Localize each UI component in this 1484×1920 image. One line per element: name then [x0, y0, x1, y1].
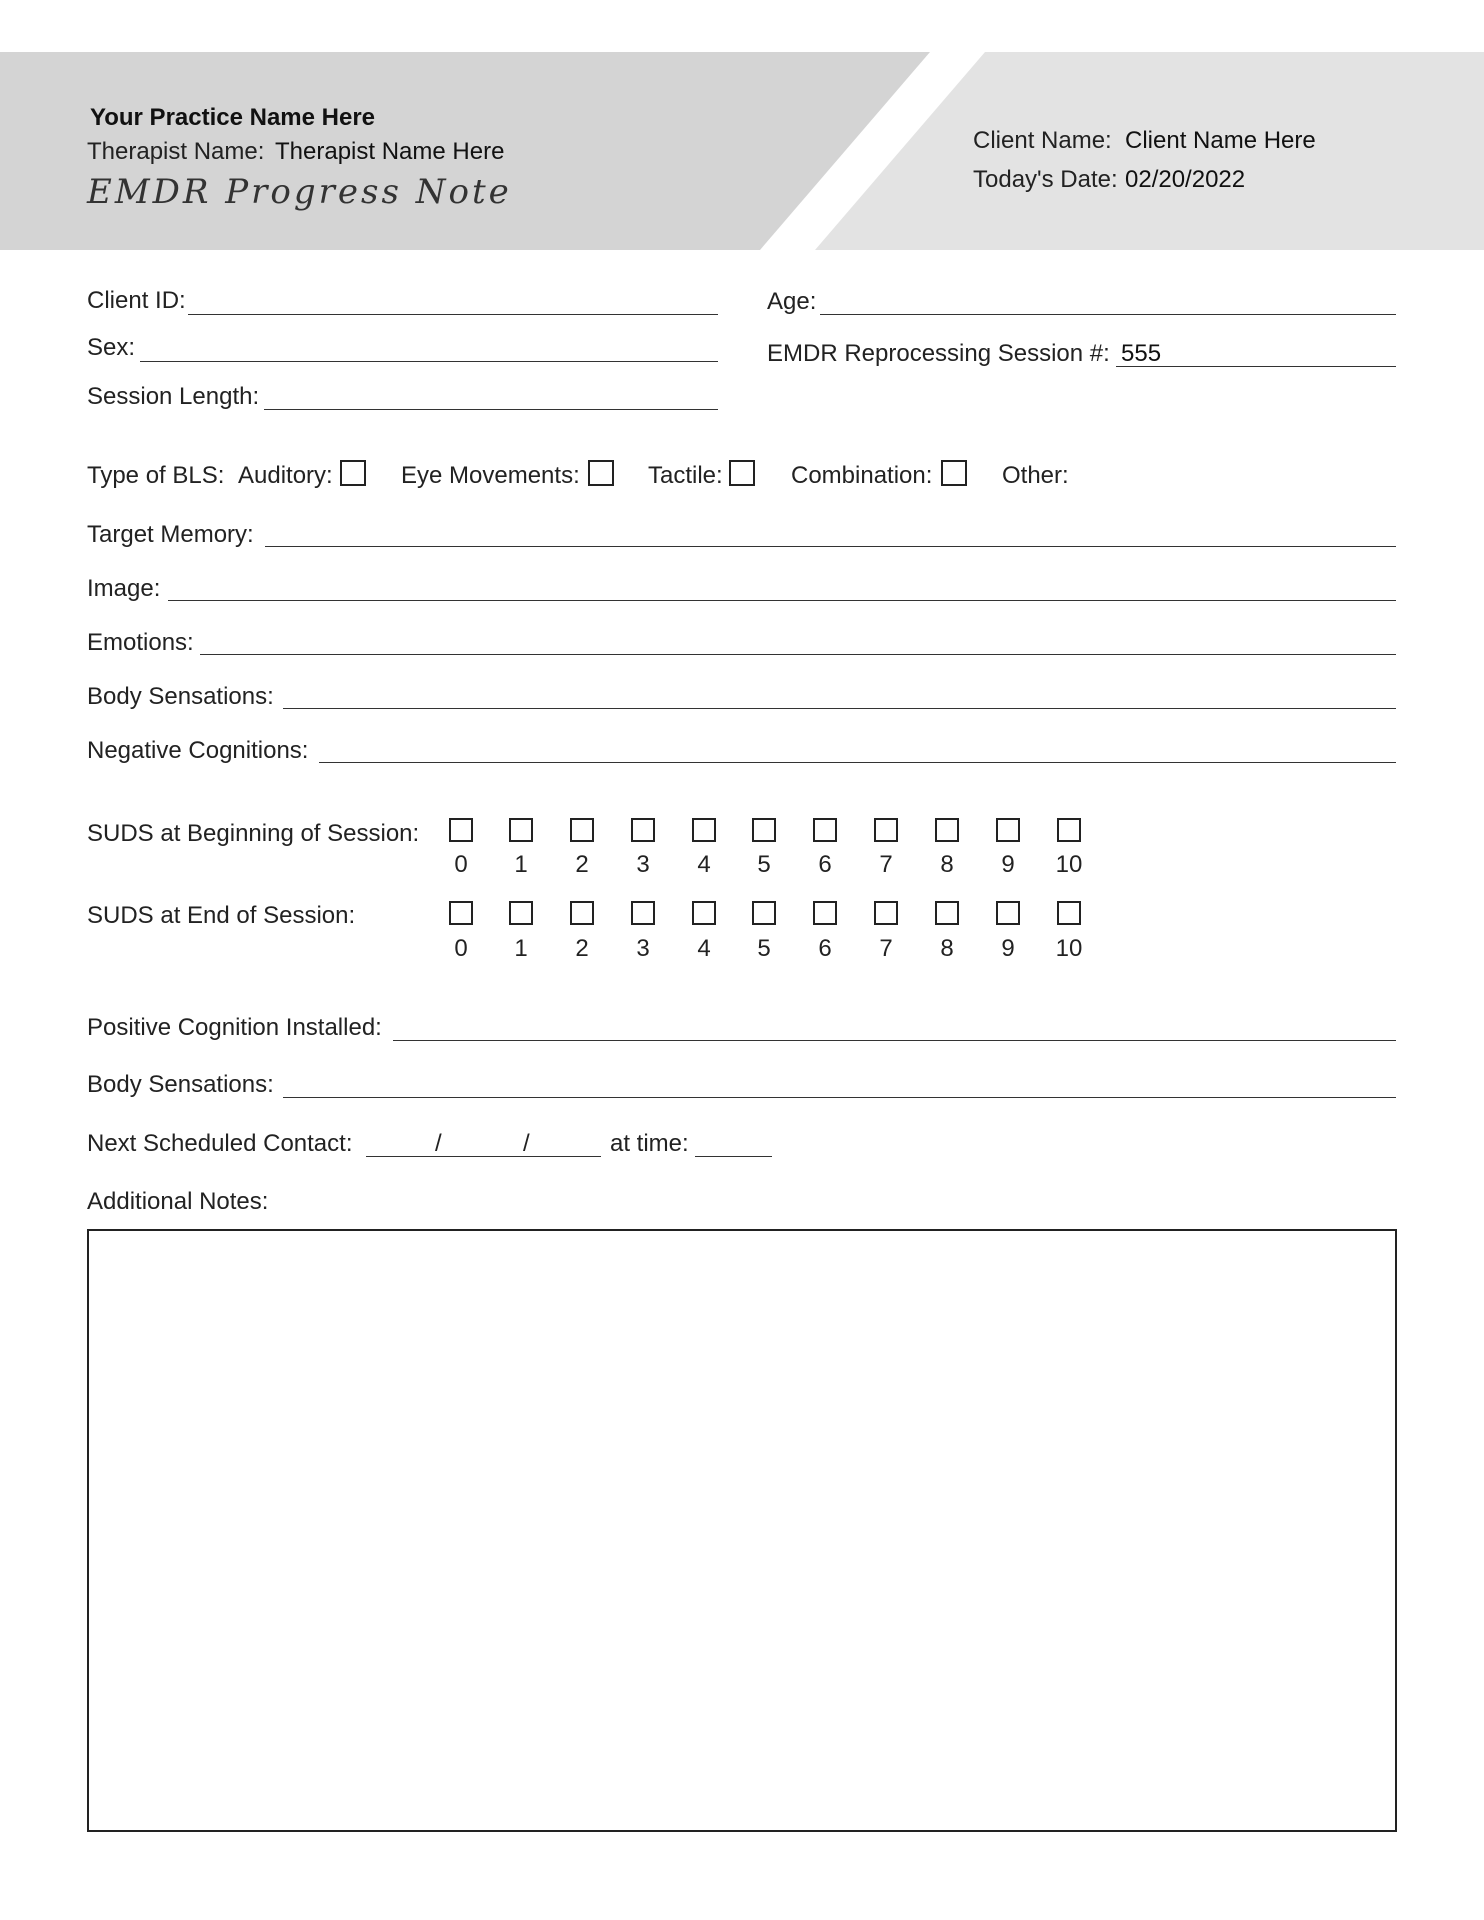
next-contact-time-field[interactable] [695, 1156, 772, 1157]
closing-body-sensations-label: Body Sensations: [87, 1071, 274, 1098]
suds-end-checkbox-6[interactable] [813, 901, 837, 925]
next-contact-slash-2: / [523, 1130, 530, 1157]
bls-tactile-label: Tactile: [648, 462, 723, 489]
suds-begin-num-1: 1 [514, 851, 528, 878]
date-value: 02/20/2022 [1125, 166, 1246, 193]
additional-notes-label: Additional Notes: [87, 1188, 269, 1215]
bls-other-label: Other: [1002, 462, 1069, 489]
emotions-label: Emotions: [87, 629, 194, 656]
client-name-value: Client Name Here [1125, 127, 1316, 154]
suds-end-label: SUDS at End of Session: [87, 902, 356, 929]
suds-begin-num-0: 0 [454, 851, 468, 878]
suds-end-num-1: 1 [514, 935, 528, 962]
suds-end-checkbox-3[interactable] [631, 901, 655, 925]
suds-end-num-0: 0 [454, 935, 468, 962]
negative-cognitions-label: Negative Cognitions: [87, 737, 309, 764]
bls-eye-movements-label: Eye Movements: [401, 462, 580, 489]
suds-end-num-9: 9 [1001, 935, 1015, 962]
session-length-field[interactable] [264, 409, 718, 410]
age-field[interactable] [820, 314, 1396, 315]
age-label: Age: [767, 288, 817, 315]
body-sensations-label: Body Sensations: [87, 683, 274, 710]
suds-end-checkbox-8[interactable] [935, 901, 959, 925]
suds-begin-checkbox-0[interactable] [449, 818, 473, 842]
suds-end-checkbox-1[interactable] [509, 901, 533, 925]
emotions-field[interactable] [200, 654, 1396, 655]
suds-begin-checkbox-4[interactable] [692, 818, 716, 842]
bls-auditory-label: Auditory: [238, 462, 333, 489]
image-label: Image: [87, 575, 161, 602]
suds-begin-num-6: 6 [818, 851, 832, 878]
suds-begin-checkbox-5[interactable] [752, 818, 776, 842]
bls-combination-checkbox[interactable] [941, 460, 967, 486]
practice-name: Your Practice Name Here [90, 104, 376, 131]
suds-end-checkbox-7[interactable] [874, 901, 898, 925]
suds-end-num-8: 8 [940, 935, 954, 962]
target-memory-label: Target Memory: [87, 521, 254, 548]
suds-end-checkbox-0[interactable] [449, 901, 473, 925]
therapist-label: Therapist Name: [87, 138, 265, 165]
bls-combination-label: Combination: [791, 462, 933, 489]
suds-end-num-7: 7 [879, 935, 893, 962]
suds-begin-checkbox-7[interactable] [874, 818, 898, 842]
suds-end-checkbox-10[interactable] [1057, 901, 1081, 925]
next-contact-label: Next Scheduled Contact: [87, 1130, 353, 1157]
suds-begin-num-8: 8 [940, 851, 954, 878]
suds-end-num-3: 3 [636, 935, 650, 962]
bls-eye-movements-checkbox[interactable] [588, 460, 614, 486]
session-length-label: Session Length: [87, 383, 260, 410]
session-number-value: 555 [1121, 340, 1162, 367]
next-contact-slash-1: / [435, 1130, 442, 1157]
suds-begin-checkbox-3[interactable] [631, 818, 655, 842]
suds-end-checkbox-9[interactable] [996, 901, 1020, 925]
additional-notes-box[interactable] [87, 1229, 1397, 1832]
suds-begin-num-4: 4 [697, 851, 711, 878]
next-contact-date-field[interactable] [366, 1156, 601, 1157]
suds-end-num-5: 5 [757, 935, 771, 962]
suds-begin-checkbox-8[interactable] [935, 818, 959, 842]
suds-begin-num-3: 3 [636, 851, 650, 878]
positive-cognition-label: Positive Cognition Installed: [87, 1014, 382, 1041]
bls-auditory-checkbox[interactable] [340, 460, 366, 486]
suds-end-checkbox-5[interactable] [752, 901, 776, 925]
at-time-label: at time: [610, 1130, 689, 1157]
closing-body-sensations-field[interactable] [283, 1097, 1396, 1098]
suds-begin-num-2: 2 [575, 851, 589, 878]
suds-begin-num-5: 5 [757, 851, 771, 878]
suds-end-num-4: 4 [697, 935, 711, 962]
suds-begin-num-7: 7 [879, 851, 893, 878]
client-name-label: Client Name: [973, 127, 1112, 154]
positive-cognition-field[interactable] [393, 1040, 1396, 1041]
suds-end-num-10: 10 [1055, 935, 1083, 962]
suds-end-num-2: 2 [575, 935, 589, 962]
session-number-label: EMDR Reprocessing Session #: [767, 340, 1110, 367]
sex-label: Sex: [87, 334, 136, 361]
suds-end-checkbox-2[interactable] [570, 901, 594, 925]
body-sensations-field[interactable] [283, 708, 1396, 709]
suds-begin-checkbox-9[interactable] [996, 818, 1020, 842]
sex-field[interactable] [140, 361, 718, 362]
image-field[interactable] [168, 600, 1396, 601]
suds-begin-checkbox-1[interactable] [509, 818, 533, 842]
suds-begin-num-9: 9 [1001, 851, 1015, 878]
suds-begin-label: SUDS at Beginning of Session: [87, 820, 420, 847]
negative-cognitions-field[interactable] [319, 762, 1396, 763]
target-memory-field[interactable] [265, 546, 1396, 547]
session-number-field[interactable] [1116, 366, 1396, 367]
suds-begin-checkbox-2[interactable] [570, 818, 594, 842]
date-label: Today's Date: [973, 166, 1118, 193]
therapist-value: Therapist Name Here [275, 138, 505, 165]
suds-end-checkbox-4[interactable] [692, 901, 716, 925]
bls-tactile-checkbox[interactable] [729, 460, 755, 486]
client-id-field[interactable] [188, 314, 718, 315]
suds-begin-checkbox-6[interactable] [813, 818, 837, 842]
form-title: EMDR Progress Note [87, 172, 512, 212]
suds-begin-checkbox-10[interactable] [1057, 818, 1081, 842]
suds-begin-num-10: 10 [1055, 851, 1083, 878]
bls-label: Type of BLS: [87, 462, 225, 489]
suds-end-num-6: 6 [818, 935, 832, 962]
client-id-label: Client ID: [87, 287, 186, 314]
